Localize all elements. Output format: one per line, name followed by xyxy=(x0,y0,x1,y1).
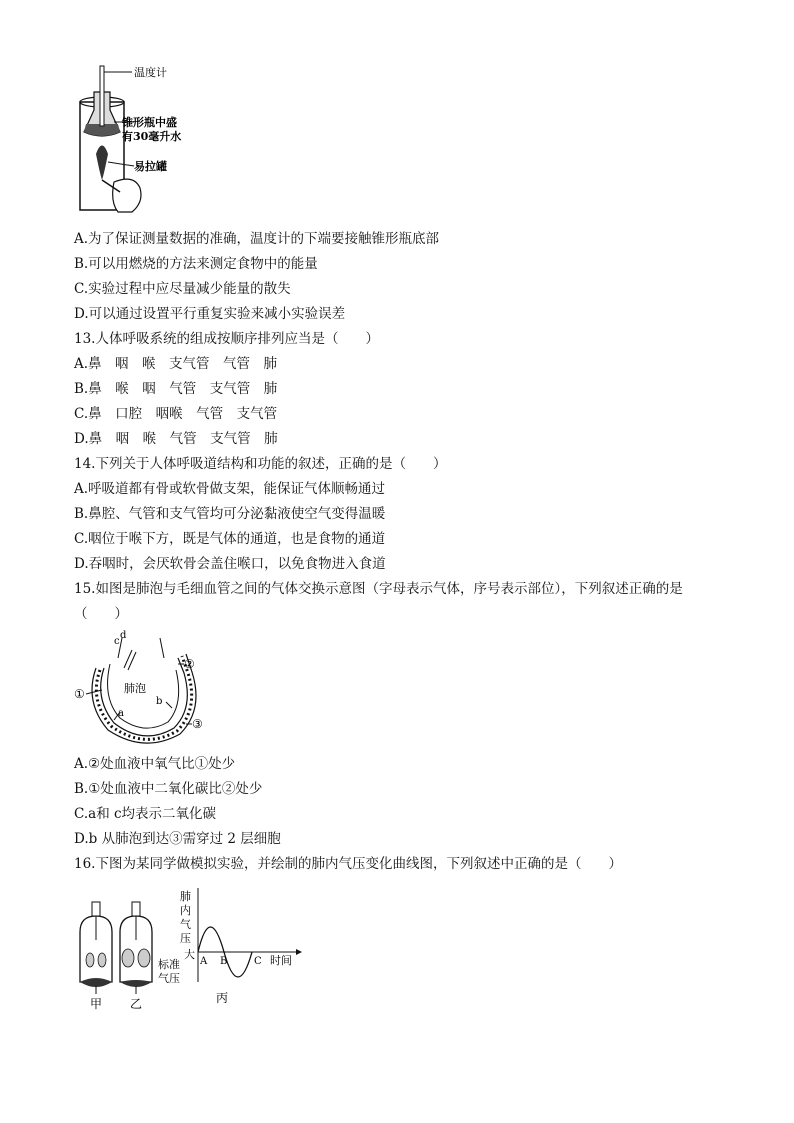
label-point-a: A xyxy=(200,956,208,967)
q12-option-a: A.为了保证测量数据的准确，温度计的下端要接触锥形瓶底部 xyxy=(74,231,440,247)
label-c: c xyxy=(114,636,120,647)
q14-option-a: A.呼吸道都有骨或软骨做支架，能保证气体顺畅通过 xyxy=(74,481,386,497)
q12-option-b: B.可以用燃烧的方法来测定食物中的能量 xyxy=(74,256,318,272)
q15-stem-line2: （ ） xyxy=(74,606,128,622)
label-flask-1: 锥形瓶中盛 xyxy=(122,116,177,129)
q15-stem-line1: 15.如图是肺泡与毛细血管之间的气体交换示意图（字母表示气体，序号表示部位），下列叙述正确的是 xyxy=(74,581,683,597)
label-bing: 丙 xyxy=(216,991,229,1005)
label-big: 大 xyxy=(184,948,195,961)
label-a: a xyxy=(118,708,124,719)
label-y-3: 气 xyxy=(180,918,191,931)
q16-stem: 16.下图为某同学做模拟实验，并绘制的肺内气压变化曲线图，下列叙述中正确的是（ ） xyxy=(74,856,622,872)
label-alveolus: 肺泡 xyxy=(124,682,146,695)
label-point-b: B xyxy=(220,956,228,967)
q12-option-c: C.实验过程中应尽量减少能量的散失 xyxy=(74,281,291,297)
q13-option-c: C.鼻 口腔 咽喉 气管 支气管 xyxy=(74,406,278,422)
figure-alveolus xyxy=(74,628,214,746)
figure-lung-model xyxy=(74,882,304,1012)
label-d: d xyxy=(120,630,127,641)
label-y-4: 压 xyxy=(180,932,191,945)
label-p1: ① xyxy=(74,687,85,701)
q14-option-c: C.咽位于喉下方，既是气体的通道，也是食物的通道 xyxy=(74,531,386,547)
q13-option-a: A.鼻 咽 喉 支气管 气管 肺 xyxy=(74,356,278,372)
label-b: b xyxy=(156,696,163,707)
q15-option-d: D.b 从肺泡到达③需穿过 2 层细胞 xyxy=(74,831,281,847)
label-y-2: 内 xyxy=(180,904,191,917)
q15-option-a: A.②处血液中氧气比①处少 xyxy=(74,756,236,772)
q12-option-d: D.可以通过设置平行重复实验来减小实验误差 xyxy=(74,306,346,322)
q14-stem: 14.下列关于人体呼吸道结构和功能的叙述，正确的是（ ） xyxy=(74,456,447,472)
q15-option-b: B.①处血液中二氧化碳比②处少 xyxy=(74,781,263,797)
label-time: 时间 xyxy=(270,954,292,967)
label-flask-2: 有30毫升水 xyxy=(122,130,182,143)
label-jia: 甲 xyxy=(90,997,103,1011)
label-yi: 乙 xyxy=(130,997,143,1011)
q15-option-c: C.a和 c均表示二氧化碳 xyxy=(74,806,217,822)
q13-stem: 13.人体呼吸系统的组成按顺序排列应当是（ ） xyxy=(74,331,379,347)
q14-option-b: B.鼻腔、气管和支气管均可分泌黏液使空气变得温暖 xyxy=(74,506,386,522)
label-thermometer: 温度计 xyxy=(134,66,167,79)
figure-calorimeter xyxy=(74,62,214,222)
q13-option-b: B.鼻 喉 咽 气管 支气管 肺 xyxy=(74,381,278,397)
label-p3: ③ xyxy=(192,717,203,731)
label-y-1: 肺 xyxy=(180,890,191,903)
label-can: 易拉罐 xyxy=(134,160,167,173)
q14-option-d: D.吞咽时，会厌软骨会盖住喉口，以免食物进入食道 xyxy=(74,556,386,572)
label-point-c: C xyxy=(254,956,262,967)
label-standard-2: 气压 xyxy=(158,972,180,985)
q13-option-d: D.鼻 咽 喉 气管 支气管 肺 xyxy=(74,431,278,447)
label-p2: ② xyxy=(184,657,195,671)
label-standard-1: 标准 xyxy=(158,958,180,971)
